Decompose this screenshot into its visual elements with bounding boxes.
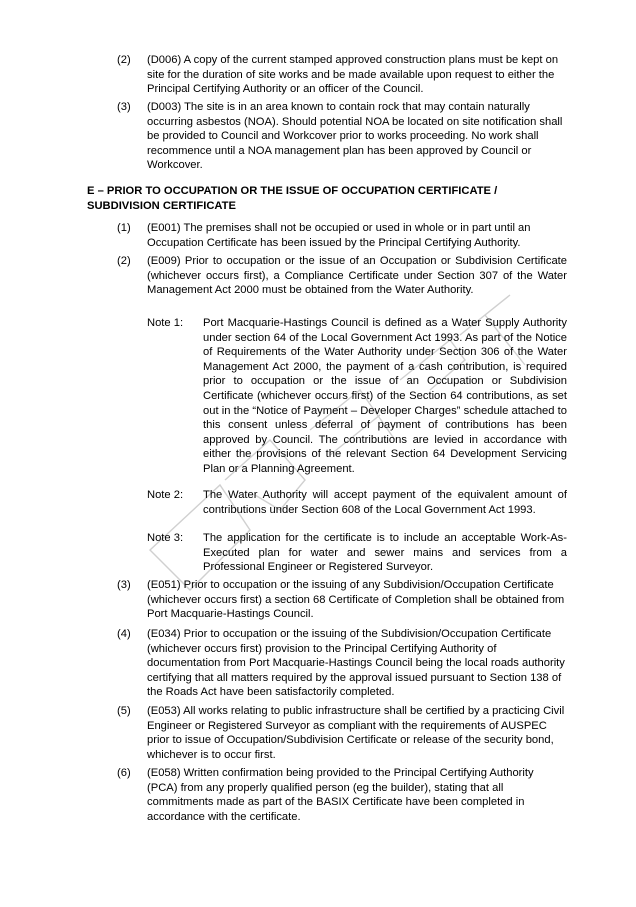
item-text: (D006) A copy of the current stamped approved construction plans must be kept on site for the duration of site works and be made available upon request to either the Principal Certifying Authority or an officer of the Council. bbox=[147, 54, 559, 96]
item-number: (5) bbox=[117, 705, 131, 717]
item-text: (E058) Written confirmation being provided to the Principal Certifying Authority (PCA) from any properly qualified person (eg the builder), stating that all commitments made as part of the BASIX Certificate have been completed in accordance with the certificate. bbox=[147, 767, 534, 823]
note-label: Note 2: bbox=[147, 489, 184, 501]
item-number: (6) bbox=[117, 767, 131, 779]
item-number: (2) bbox=[117, 54, 131, 66]
item-text: (E051) Prior to occupation or the issuing of any Subdivision/Occupation Certificate (whichever occurs first) a section 68 Certificate of Completion shall be obtained from Port Macquarie-Hastings Council. bbox=[147, 579, 565, 621]
note-label: Note 3: bbox=[147, 532, 184, 544]
note-text: The application for the certificate is to include an acceptable Work-As-Executed plan for water and sewer mains and services from a Professional Engineer or Registered Surveyor. bbox=[203, 532, 567, 574]
note-text: The Water Authority will accept payment of the equivalent amount of contributions under Section 608 of the Local Government Act 1993. bbox=[203, 489, 567, 516]
item-text: (E001) The premises shall not be occupied or used in whole or in part until an Occupation Certificate has been issued by the Principal Certifying Authority. bbox=[147, 222, 531, 249]
item-number: (1) bbox=[117, 222, 131, 234]
item-text: (D003) The site is in an area known to contain rock that may contain naturally occurring asbestos (NOA). Should potential NOA be located on site notification shall be provided to Council and Workcover prior to works proceeding. No work shall recommence until a NOA management plan has been approved by Council or Workcover. bbox=[147, 101, 563, 172]
note-label: Note 1: bbox=[147, 317, 184, 329]
note-text: Port Macquarie-Hastings Council is defined as a Water Supply Authority under section 64 of the Local Government Act 1993. As part of the Notice of Requirements of the Water Authority under Section 306 of the Water Management Act 2000, the payment of a cash contribution, is required prior to occupation or the issue of an Occupation or Subdivision Certificate (whichever occurs first) of the Section 64 contributions, as set out in the “Notice of Payment – Developer Charges” schedule attached to this consent unless deferral of payment of contributions has been approved by Council. The contributions are levied in accordance with either the provisions of the relevant Section 64 Development Servicing Plan or a Planning Agreement. bbox=[203, 317, 567, 475]
item-number: (3) bbox=[117, 579, 131, 591]
item-text: (E053) All works relating to public infrastructure shall be certified by a practicing Civil Engineer or Registered Surveyor as compliant with the requirements of AUSPEC prior to issue of Occupation/Subdivision Certificate or release of the security bond, whichever is to occur first. bbox=[147, 705, 565, 761]
item-text: (E009) Prior to occupation or the issue of an Occupation or Subdivision Certificate (whichever occurs first), a Compliance Certificate under Section 307 of the Water Management Act 2000 must be obtained from the Water Authority. bbox=[147, 255, 567, 297]
item-number: (2) bbox=[117, 255, 131, 267]
item-number: (4) bbox=[117, 628, 131, 640]
section-heading: E – PRIOR TO OCCUPATION OR THE ISSUE OF OCCUPATION CERTIFICATE / SUBDIVISION CERTIFICATE bbox=[87, 185, 498, 212]
item-text: (E034) Prior to occupation or the issuing of the Subdivision/Occupation Certificate (whichever occurs first) provision to the Principal Certifying Authority of documentation from Port Macquarie-Hastings Council being the local roads authority certifying that all matters required by the approval issued pursuant to Section 138 of the Roads Act have been satisfactorily completed. bbox=[147, 628, 565, 699]
item-number: (3) bbox=[117, 101, 131, 113]
